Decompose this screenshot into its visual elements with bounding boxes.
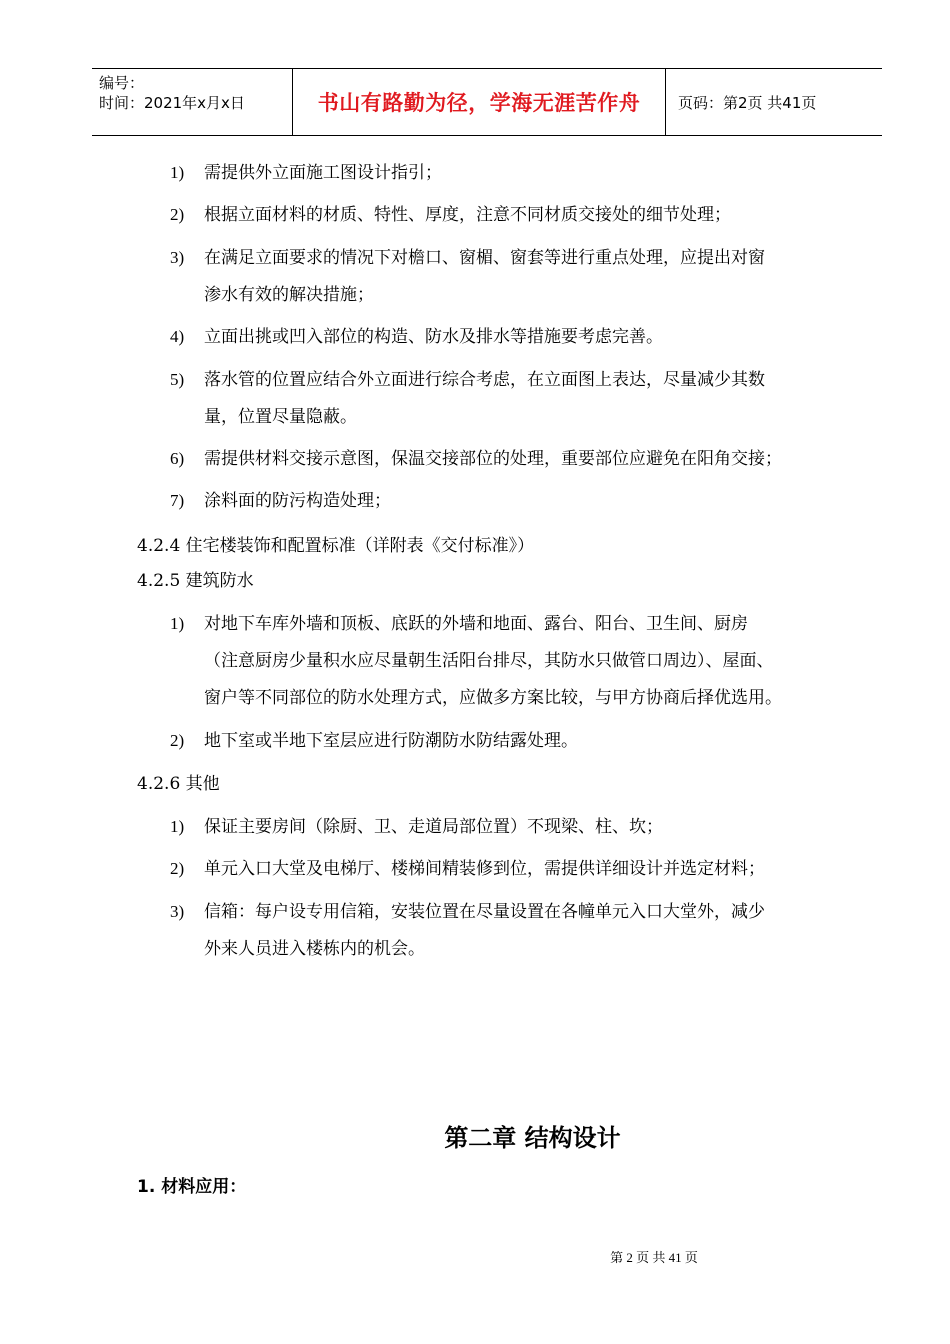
list-item-text: 涂料面的防污构造处理； <box>204 491 391 511</box>
list-item-text: 量，位置尽量隐蔽。 <box>204 407 357 427</box>
list-item-number: 3) <box>170 902 185 921</box>
list-item-text: 落水管的位置应结合外立面进行综合考虑，在立面图上表达，尽量减少其数 <box>204 370 765 390</box>
list-item-text: 需提供材料交接示意图，保温交接部位的处理，重要部位应避免在阳角交接； <box>204 449 782 469</box>
section-title: 1. 材料应用： <box>137 1177 247 1197</box>
list-item-text: 对地下车库外墙和顶板、底跃的外墙和地面、露台、阳台、卫生间、厨房 <box>204 614 748 634</box>
list-item-number: 5) <box>170 370 185 389</box>
list-item-text: 渗水有效的解决措施； <box>204 285 374 305</box>
chapter-title: 第二章 结构设计 <box>444 1124 621 1152</box>
list-item-number: 2) <box>170 205 185 224</box>
time-label: 时间：2021年x月x日 <box>99 94 245 112</box>
heading-4-2-5: 4.2.5 建筑防水 <box>137 571 254 591</box>
list-item-text: 在满足立面要求的情况下对檐口、窗楣、窗套等进行重点处理，应提出对窗 <box>204 248 765 268</box>
list-item-text: 立面出挑或凹入部位的构造、防水及排水等措施要考虑完善。 <box>204 327 663 347</box>
list-item-text: （注意厨房少量积水应尽量朝生活阳台排尽，其防水只做管口周边）、屋面、 <box>204 651 774 671</box>
list-item-number: 3) <box>170 248 185 267</box>
list-item-number: 4) <box>170 327 185 346</box>
list-item-text: 单元入口大堂及电梯厅、楼梯间精装修到位，需提供详细设计并选定材料； <box>204 859 765 879</box>
list-item-number: 1) <box>170 817 185 836</box>
page-footer: 第 2 页 共 41 页 <box>610 1250 698 1265</box>
header-meta <box>92 69 293 135</box>
list-item-text: 保证主要房间（除厨、卫、走道局部位置）不现梁、柱、坎； <box>204 817 663 837</box>
heading-4-2-4: 4.2.4 住宅楼装饰和配置标准（详附表《交付标准》） <box>137 536 535 556</box>
list-item-number: 2) <box>170 859 185 878</box>
number-label: 编号： <box>99 74 145 92</box>
list-item-text: 窗户等不同部位的防水处理方式，应做多方案比较，与甲方协商后择优选用。 <box>204 688 782 708</box>
header-motto: 书山有路勤为径，学海无涯苦作舟 <box>293 69 666 135</box>
list-item-text: 根据立面材料的材质、特性、厚度，注意不同材质交接处的细节处理； <box>204 205 731 225</box>
list-item-number: 2) <box>170 731 185 750</box>
list-item-number: 6) <box>170 449 185 468</box>
page-header <box>92 68 882 136</box>
heading-4-2-6: 4.2.6 其他 <box>137 774 220 794</box>
list-item-text: 地下室或半地下室层应进行防潮防水防结露处理。 <box>204 731 578 751</box>
header-page-code: 页码：第2页 共41页 <box>678 93 817 112</box>
list-item-text: 需提供外立面施工图设计指引； <box>204 163 442 183</box>
list-item-number: 1) <box>170 163 185 182</box>
list-item-text: 信箱：每户设专用信箱，安装位置在尽量设置在各幢单元入口大堂外，减少 <box>204 902 765 922</box>
list-item-number: 7) <box>170 491 185 510</box>
list-item-number: 1) <box>170 614 185 633</box>
list-item-text: 外来人员进入楼栋内的机会。 <box>204 939 425 959</box>
